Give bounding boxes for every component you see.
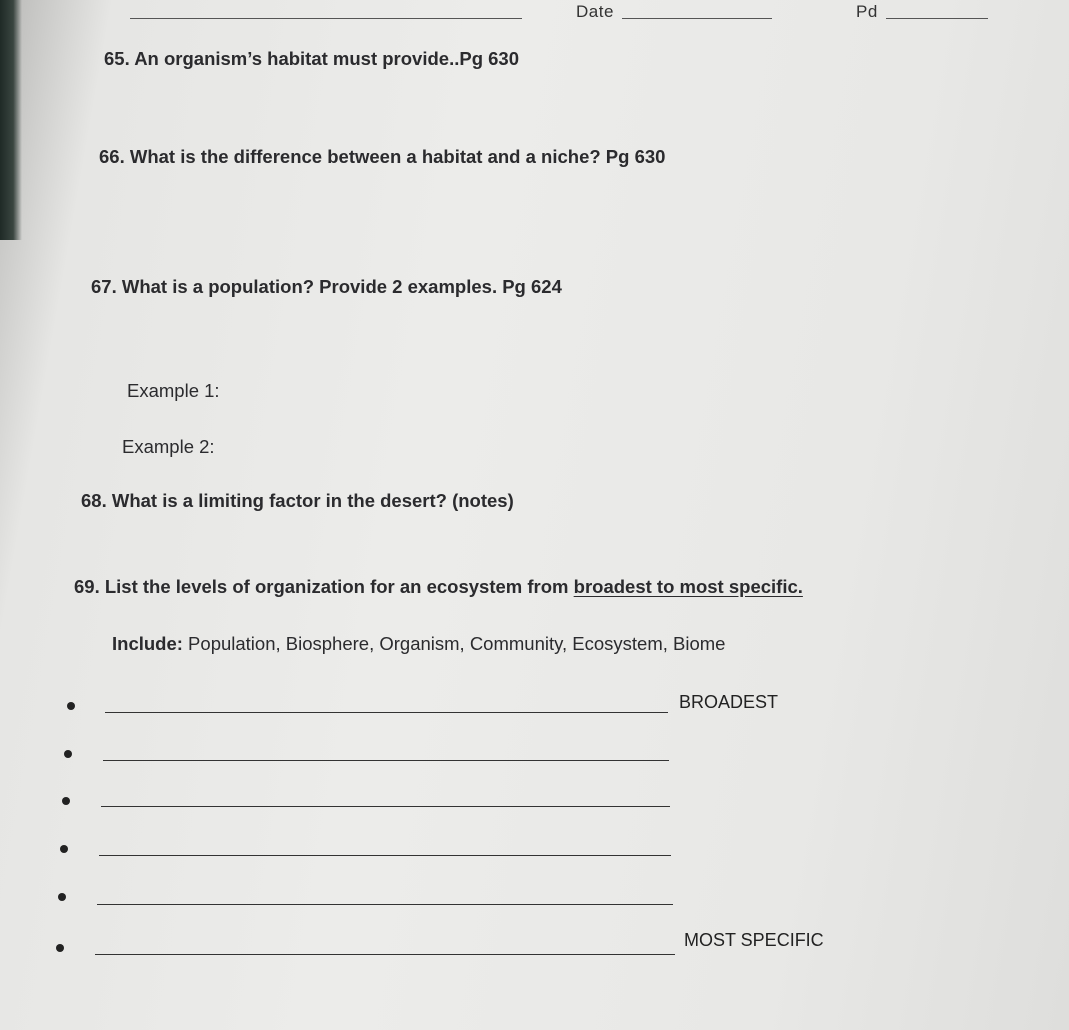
broadest-label: BROADEST	[679, 692, 779, 712]
question-text: An organism’s habitat must provide..Pg 630	[134, 48, 520, 69]
question-number: 67.	[91, 276, 117, 297]
pd-blank-line	[886, 18, 988, 19]
bullet-1	[67, 702, 75, 710]
most-specific-label: MOST SPECIFIC	[684, 930, 824, 950]
question-text: What is a limiting factor in the desert? (notes)	[111, 490, 514, 511]
level-blank-5	[97, 904, 673, 905]
question-text-underlined: broadest to most specific.	[573, 576, 803, 597]
include-line	[112, 633, 725, 655]
question-68	[81, 490, 514, 512]
example-2-label: Example 2:	[122, 436, 215, 457]
question-number: 69.	[74, 576, 100, 597]
bullet-4	[60, 845, 68, 853]
example-1-label: Example 1:	[127, 380, 220, 401]
pd-label: Pd	[856, 2, 878, 21]
date-blank-line	[622, 18, 772, 19]
include-label: Include:	[112, 633, 183, 654]
question-66	[99, 146, 665, 168]
bullet-3	[62, 797, 70, 805]
question-69	[74, 576, 803, 598]
question-number: 65.	[104, 48, 130, 69]
level-blank-4	[99, 855, 671, 856]
question-text: List the levels of organization for an ecosystem from	[104, 576, 574, 597]
question-number: 68.	[81, 490, 107, 511]
bullet-5	[58, 893, 66, 901]
bullet-6	[56, 944, 64, 952]
question-67	[91, 276, 562, 298]
level-blank-1	[105, 712, 668, 713]
include-terms: Population, Biosphere, Organism, Community, Ecosystem, Biome	[182, 633, 726, 654]
question-number: 66.	[99, 146, 125, 167]
question-text: What is the difference between a habitat and a niche? Pg 630	[129, 146, 666, 167]
question-65	[104, 48, 519, 70]
question-text: What is a population? Provide 2 examples. Pg 624	[121, 276, 562, 297]
level-blank-3	[101, 806, 670, 807]
level-blank-2	[103, 760, 669, 761]
name-blank-line	[130, 18, 522, 19]
level-blank-6	[95, 954, 675, 955]
bullet-2	[64, 750, 72, 758]
paper-edge-shadow	[0, 0, 22, 240]
date-label: Date	[576, 2, 614, 21]
